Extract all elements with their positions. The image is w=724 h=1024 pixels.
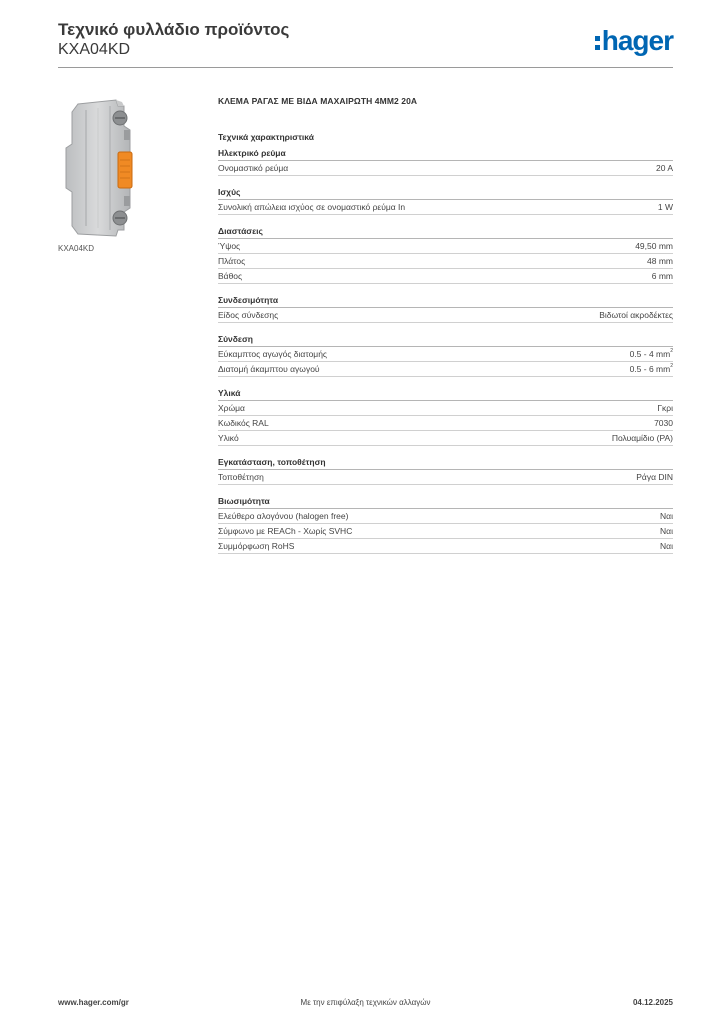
hager-logo xyxy=(595,26,673,56)
spec-value-text: 0.5 - 6 mm xyxy=(629,364,671,374)
spec-value-text: Ναι xyxy=(660,541,673,551)
product-image xyxy=(58,96,198,239)
spec-row xyxy=(218,470,673,485)
spec-label: Είδος σύνδεσης xyxy=(218,310,279,320)
header-divider xyxy=(58,67,673,68)
footer-date: 04.12.2025 xyxy=(632,998,673,1007)
spec-value-text: Ναι xyxy=(660,511,673,521)
spec-value xyxy=(652,269,673,283)
spec-label: Τοποθέτηση xyxy=(218,472,264,482)
spec-value xyxy=(660,539,673,553)
spec-row xyxy=(218,401,673,416)
logo-text: hager xyxy=(601,25,673,56)
spec-value xyxy=(660,509,673,523)
spec-value-superscript: 2 xyxy=(670,348,673,354)
tech-heading: Τεχνικά χαρακτηριστικά xyxy=(218,132,314,142)
spec-label: Συνολική απώλεια ισχύος σε ονομαστικό ρεύμα In xyxy=(218,202,406,212)
page-header xyxy=(58,20,673,59)
spec-value xyxy=(658,200,673,214)
spec-group-title: Σύνδεση xyxy=(218,334,673,347)
spec-group-title: Εγκατάσταση, τοποθέτηση xyxy=(218,457,673,470)
spec-label: Βάθος xyxy=(218,271,243,281)
spec-value xyxy=(635,239,673,253)
spec-label: Πλάτος xyxy=(218,256,246,266)
spec-label: Χρώμα xyxy=(218,403,245,413)
spec-row xyxy=(218,254,673,269)
spec-row xyxy=(218,347,673,362)
spec-row xyxy=(218,308,673,323)
spec-row xyxy=(218,239,673,254)
spec-value xyxy=(599,308,673,322)
spec-value xyxy=(636,470,673,484)
document-title: Τεχνικό φυλλάδιο προϊόντος xyxy=(58,20,290,39)
spec-row xyxy=(218,416,673,431)
spec-value-text: Γκρι xyxy=(657,403,673,413)
spec-value-text: Βιδωτοί ακροδέκτες xyxy=(599,310,673,320)
spec-label: Διατομή άκαμπτου αγωγού xyxy=(218,364,320,374)
spec-label: Κωδικός RAL xyxy=(218,418,269,428)
spec-value-text: Ναι xyxy=(660,526,673,536)
spec-value-text: 6 mm xyxy=(651,271,673,281)
spec-value xyxy=(630,347,673,361)
spec-value-text: 48 mm xyxy=(647,256,673,266)
spec-value-text: 0.5 - 4 mm xyxy=(629,349,671,359)
footer-note: Με την επιφύλαξη τεχνικών αλλαγών xyxy=(300,998,431,1007)
spec-value xyxy=(660,524,673,538)
spec-label: Εύκαμπτος αγωγός διατομής xyxy=(218,349,328,359)
spec-group-title: Ηλεκτρικό ρεύμα xyxy=(218,148,673,161)
spec-row xyxy=(218,524,673,539)
spec-value xyxy=(647,254,673,268)
spec-value-text: 1 W xyxy=(657,202,673,212)
spec-label: Ελεύθερο αλογόνου (halogen free) xyxy=(218,511,349,521)
spec-group-title: Υλικά xyxy=(218,388,673,401)
spec-label: Ονομαστικό ρεύμα xyxy=(218,163,289,173)
spec-value xyxy=(654,416,673,430)
spec-row xyxy=(218,431,673,446)
image-caption: KXA04KD xyxy=(58,244,95,253)
spec-label: Υλικό xyxy=(218,433,239,443)
spec-value xyxy=(656,161,673,175)
spec-row xyxy=(218,269,673,284)
footer-website: www.hager.com/gr xyxy=(58,998,129,1007)
spec-value-text: 20 A xyxy=(655,163,673,173)
spec-value-text: Πολυαμίδιο (PA) xyxy=(611,433,673,443)
spec-row xyxy=(218,539,673,554)
spec-row xyxy=(218,161,673,176)
spec-row xyxy=(218,200,673,215)
spec-row xyxy=(218,509,673,524)
spec-value-text: Ράγα DIN xyxy=(636,472,673,482)
spec-label: Συμμόρφωση RoHS xyxy=(218,541,295,551)
spec-group-title: Βιωσιμότητα xyxy=(218,496,673,509)
spec-label: Σύμφωνο με REACh - Χωρίς SVHC xyxy=(218,526,353,536)
spec-value xyxy=(630,362,673,376)
spec-row xyxy=(218,362,673,377)
spec-value-text: 49,50 mm xyxy=(635,241,673,251)
spec-label: Ύψος xyxy=(218,241,241,251)
spec-value xyxy=(612,431,673,445)
spec-group-title: Ισχύς xyxy=(218,187,673,200)
terminal-block-illustration xyxy=(58,96,198,239)
logo-dots-icon xyxy=(595,36,600,50)
spec-value-text: 7030 xyxy=(654,418,673,428)
specifications xyxy=(218,96,673,554)
spec-groups xyxy=(218,148,673,554)
spec-value xyxy=(657,401,673,415)
spec-value-superscript: 2 xyxy=(670,363,673,369)
product-title: ΚΛΕΜΑ ΡΑΓΑΣ ΜΕ ΒΙΔΑ ΜΑΧΑΙΡΩΤΗ 4MM2 20A xyxy=(218,96,418,106)
product-code: KXA04KD xyxy=(58,41,131,58)
spec-group-title: Συνδεσιμότητα xyxy=(218,295,673,308)
spec-group-title: Διαστάσεις xyxy=(218,226,673,239)
